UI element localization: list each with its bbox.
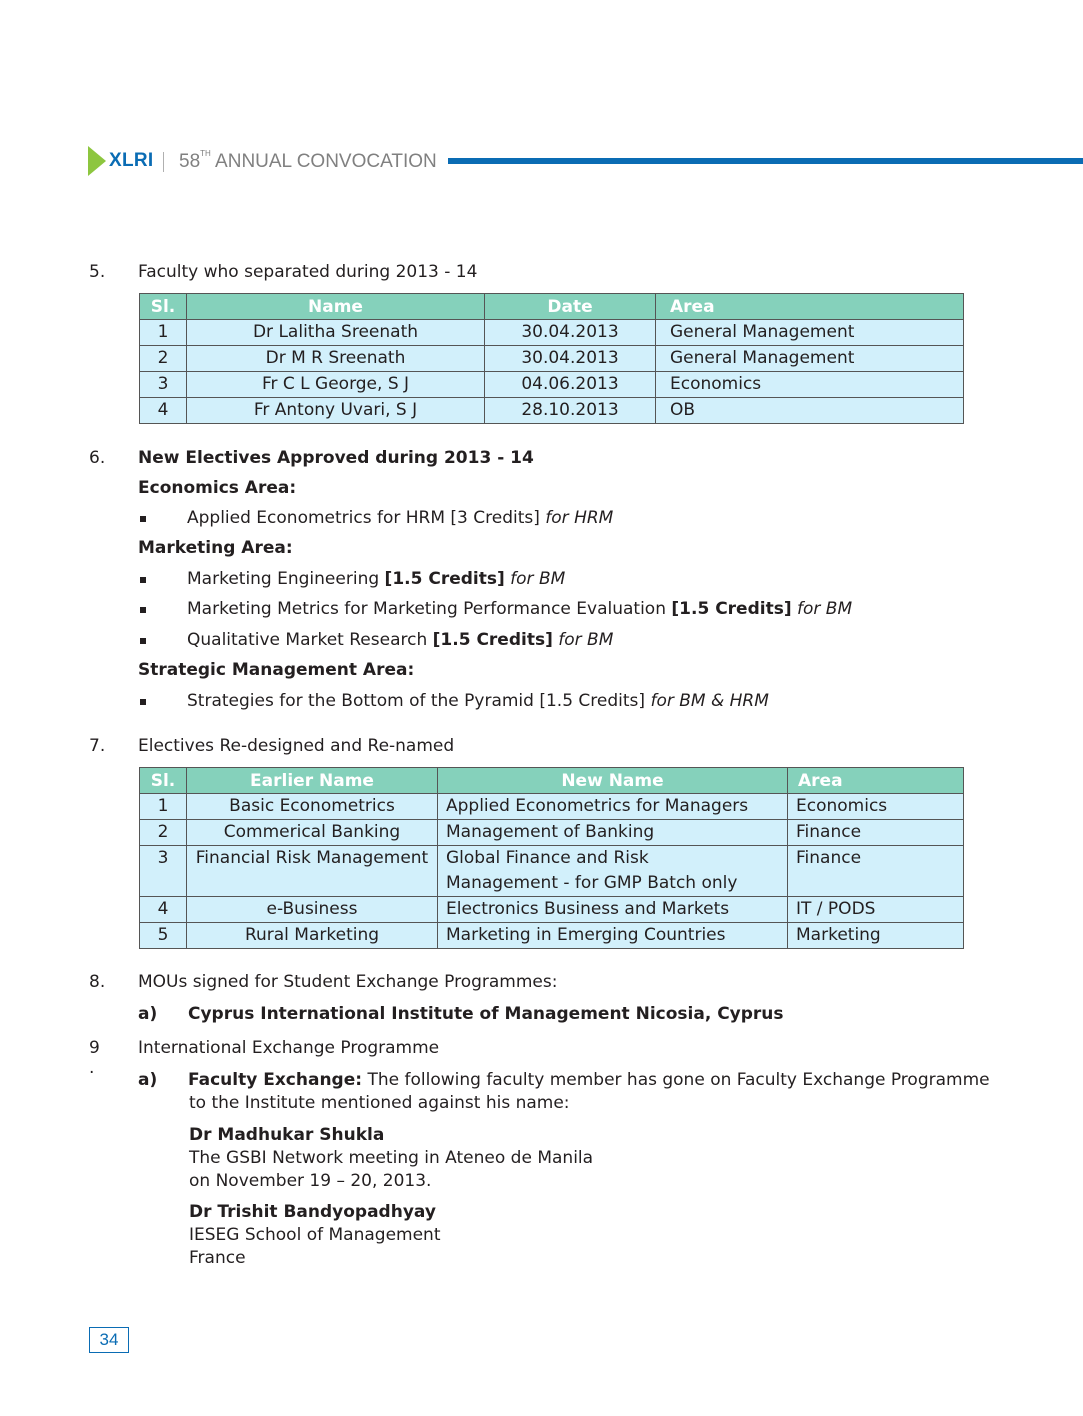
header-rule	[448, 158, 1083, 164]
column-header: Sl.	[140, 768, 187, 794]
faculty-detail: on November 19 – 20, 2013.	[189, 1171, 432, 1191]
new-name-cell: Electronics Business and Markets	[438, 897, 788, 923]
mou-item: Cyprus International Institute of Management Nicosia, Cyprus	[188, 1004, 784, 1024]
area-heading: Economics Area:	[138, 478, 297, 498]
sl-cell: 4	[140, 398, 187, 424]
elective-item	[187, 630, 613, 650]
new-name-cell: Management of Banking	[438, 820, 788, 846]
elective-name: Strategies for the Bottom of the Pyramid [1.5 Credits]	[187, 691, 651, 711]
xlri-arrow-logo-icon	[88, 146, 106, 176]
elective-audience: for HRM	[545, 508, 614, 528]
elective-audience: for BM	[504, 569, 566, 589]
area-cell: Marketing	[788, 923, 964, 949]
brand-name: XLRI	[109, 150, 154, 171]
header-divider	[163, 152, 164, 172]
earlier-name-cell: Financial Risk Management	[187, 846, 438, 897]
new-name-cell	[438, 846, 788, 897]
date-cell: 04.06.2013	[485, 372, 656, 398]
new-name-line: Management - for GMP Batch only	[446, 873, 738, 893]
bullet-icon	[140, 607, 146, 613]
area-cell: IT / PODS	[788, 897, 964, 923]
elective-item	[187, 508, 613, 528]
table-row	[140, 923, 964, 949]
sl-cell: 4	[140, 897, 187, 923]
table-row	[140, 820, 964, 846]
sl-cell: 5	[140, 923, 187, 949]
table-row	[140, 794, 964, 820]
convocation-title: ANNUAL CONVOCATION	[215, 151, 437, 172]
new-name-line: Global Finance and Risk	[446, 848, 649, 868]
elective-name: Marketing Metrics for Marketing Performance Evaluation	[187, 599, 672, 619]
exchange-item-text	[188, 1070, 990, 1090]
column-header: New Name	[438, 768, 788, 794]
bullet-icon	[140, 577, 146, 583]
section-title: Faculty who separated during 2013 - 14	[138, 262, 478, 282]
bullet-icon	[140, 516, 146, 522]
elective-name: Marketing Engineering	[187, 569, 385, 589]
page-number: 34	[89, 1327, 129, 1353]
date-cell: 30.04.2013	[485, 346, 656, 372]
table-row	[140, 320, 964, 346]
new-name-cell: Applied Econometrics for Managers	[438, 794, 788, 820]
area-cell: Finance	[788, 846, 964, 897]
separated-faculty-table	[139, 293, 964, 424]
exchange-item-text-cont: to the Institute mentioned against his name:	[189, 1093, 570, 1113]
name-cell: Fr Antony Uvari, S J	[187, 398, 485, 424]
area-cell: OB	[656, 398, 964, 424]
elective-credits: [1.5 Credits]	[671, 599, 792, 619]
column-header: Sl.	[140, 294, 187, 320]
sl-cell: 2	[140, 346, 187, 372]
date-cell: 28.10.2013	[485, 398, 656, 424]
section-number: 6.	[89, 448, 106, 468]
earlier-name-cell: e-Business	[187, 897, 438, 923]
column-header: Name	[187, 294, 485, 320]
header-title	[179, 151, 437, 173]
column-header: Date	[485, 294, 656, 320]
mou-item-label: a)	[138, 1004, 158, 1024]
table-row	[140, 372, 964, 398]
ordinal: 58	[179, 151, 201, 172]
sl-cell: 1	[140, 794, 187, 820]
faculty-detail: IESEG School of Management	[189, 1225, 441, 1245]
column-header: Area	[656, 294, 964, 320]
column-header: Earlier Name	[187, 768, 438, 794]
bullet-icon	[140, 638, 146, 644]
sl-cell: 3	[140, 846, 187, 897]
table-header-row	[140, 768, 964, 794]
section-number: 8.	[89, 972, 106, 992]
area-cell: Finance	[788, 820, 964, 846]
page-header	[88, 146, 1083, 178]
area-heading: Strategic Management Area:	[138, 660, 415, 680]
renamed-electives-table	[139, 767, 964, 949]
section-title: New Electives Approved during 2013 - 14	[138, 448, 534, 468]
table-row	[140, 897, 964, 923]
date-cell: 30.04.2013	[485, 320, 656, 346]
exchange-description: The following faculty member has gone on Faculty Exchange Programme	[362, 1070, 990, 1090]
faculty-detail: France	[189, 1248, 246, 1268]
elective-audience: for BM & HRM	[650, 691, 769, 711]
name-cell: Dr M R Sreenath	[187, 346, 485, 372]
elective-item	[187, 691, 769, 711]
column-header: Area	[788, 768, 964, 794]
elective-name: Qualitative Market Research	[187, 630, 433, 650]
earlier-name-cell: Basic Econometrics	[187, 794, 438, 820]
section-number: 9 .	[89, 1038, 100, 1078]
sl-cell: 2	[140, 820, 187, 846]
name-cell: Dr Lalitha Sreenath	[187, 320, 485, 346]
exchange-type: Faculty Exchange:	[188, 1070, 363, 1090]
section-number: 5.	[89, 262, 106, 282]
new-name-cell: Marketing in Emerging Countries	[438, 923, 788, 949]
section-title: Electives Re-designed and Re-named	[138, 736, 455, 756]
section-title: International Exchange Programme	[138, 1038, 440, 1058]
faculty-detail: The GSBI Network meeting in Ateneo de Manila	[189, 1148, 594, 1168]
elective-audience: for BM	[552, 630, 614, 650]
earlier-name-cell: Commerical Banking	[187, 820, 438, 846]
area-heading: Marketing Area:	[138, 538, 293, 558]
faculty-name: Dr Madhukar Shukla	[189, 1125, 385, 1145]
table-row	[140, 346, 964, 372]
table-row	[140, 846, 964, 897]
area-cell: General Management	[656, 320, 964, 346]
name-cell: Fr C L George, S J	[187, 372, 485, 398]
area-cell: Economics	[788, 794, 964, 820]
sl-cell: 1	[140, 320, 187, 346]
elective-credits: [1.5 Credits]	[384, 569, 505, 589]
sl-cell: 3	[140, 372, 187, 398]
ordinal-suffix: TH	[200, 149, 211, 158]
area-cell: Economics	[656, 372, 964, 398]
area-cell: General Management	[656, 346, 964, 372]
section-number: 7.	[89, 736, 106, 756]
faculty-name: Dr Trishit Bandyopadhyay	[189, 1202, 436, 1222]
section-title: MOUs signed for Student Exchange Programmes:	[138, 972, 558, 992]
earlier-name-cell: Rural Marketing	[187, 923, 438, 949]
table-row	[140, 398, 964, 424]
exchange-item-label: a)	[138, 1070, 158, 1090]
elective-audience: for BM	[791, 599, 853, 619]
elective-name: Applied Econometrics for HRM [3 Credits]	[187, 508, 546, 528]
elective-item	[187, 569, 565, 589]
table-header-row	[140, 294, 964, 320]
elective-credits: [1.5 Credits]	[432, 630, 553, 650]
elective-item	[187, 599, 852, 619]
bullet-icon	[140, 699, 146, 705]
